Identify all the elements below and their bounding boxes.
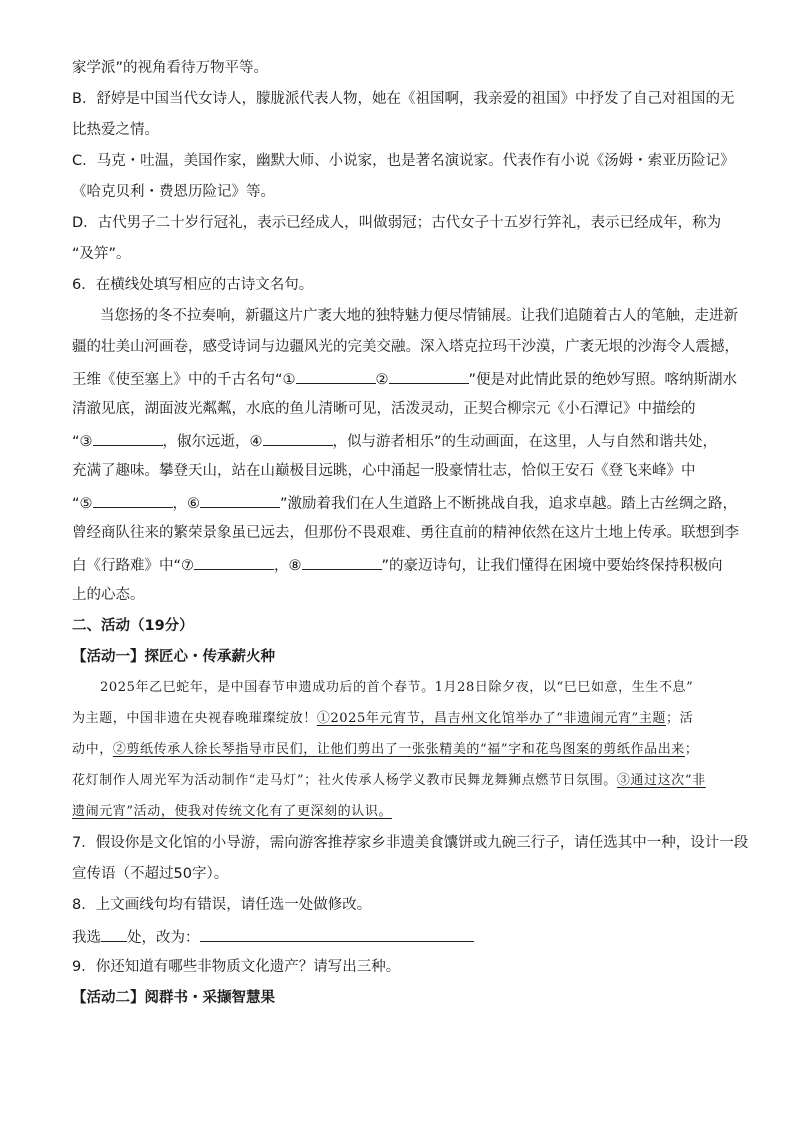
question-7-cont: 宣传语（不超过50字）。 xyxy=(72,866,229,882)
passage-line-blanks-7-8 xyxy=(72,554,723,576)
passage-line: 曾经商队往来的繁荣景象虽已远去，但那份不畏艰难、勇往直前的精神依然在这片土地上传承。联想到李 xyxy=(72,525,739,541)
text-segment: ”的豪迈诗句，让我们懂得在困境中要始终保持积极向 xyxy=(381,558,723,574)
blank-5[interactable] xyxy=(93,492,173,508)
underlined-sentence-2: ②剪纸传承人徐长琴指导市民们，让他们剪出了一张张精美的“福”字和花鸟图案的剪纸作品出来 xyxy=(112,742,685,757)
option-c: C．马克・吐温，美国作家，幽默大师、小说家，也是著名演说家。代表作有小说《汤姆・索亚历险记》 xyxy=(72,153,735,169)
blank-3[interactable] xyxy=(93,430,163,446)
material-line-underlined-2 xyxy=(72,740,699,760)
text-segment: ”激励着我们在人生道路上不断挑战自我，追求卓越。踏上古丝绸之路， xyxy=(280,496,738,512)
option-d: D．古代男子二十岁行冠礼，表示已经成人，叫做弱冠；古代女子十五岁行笄礼，表示已经成年，称为 xyxy=(72,215,722,231)
underlined-sentence-3-cont: 遗闹元宵”活动，使我对传统文化有了更深刻的认识。 xyxy=(72,804,393,819)
option-b-cont: 比热爱之情。 xyxy=(72,122,159,138)
text-segment: ，⑧ xyxy=(274,558,302,574)
underlined-sentence-1: ①2025年元宵节，昌吉州文化馆举办了“非遗闹元宵”主题 xyxy=(316,711,666,726)
underlined-sentence-3: ③通过这次“非 xyxy=(616,773,706,788)
material-line: 2025年乙巳蛇年，是中国春节申遗成功后的首个春节。1月28日除夕夜，以“巳巳如意，生生不息” xyxy=(100,680,694,695)
text-segment: ；活 xyxy=(666,711,694,726)
text-segment: “⑤ xyxy=(72,496,93,512)
activity-one-heading: 【活动一】探匠心・传承薪火种 xyxy=(72,649,275,665)
text-segment: 白《行路难》中“⑦ xyxy=(72,558,195,574)
blank-6[interactable] xyxy=(200,492,280,508)
option-c-cont: 《哈克贝利・费恩历险记》等。 xyxy=(72,184,275,200)
text-segment: 花灯制作人周光军为活动制作“走马灯”；社火传承人杨学义教市民舞龙舞狮点燃节日氛围。 xyxy=(72,773,617,788)
blank-2[interactable] xyxy=(389,368,469,384)
blank-1[interactable] xyxy=(296,368,376,384)
text-segment: ，似与游者相乐”的生动画面，在这里，人与自然和谐共处， xyxy=(332,434,718,450)
option-d-cont: “及笄”。 xyxy=(72,246,131,262)
material-line-underlined-3 xyxy=(72,771,706,791)
blank-choice[interactable] xyxy=(101,926,127,942)
text-segment: ”便是对此情此景的绝妙写照。喀纳斯湖水 xyxy=(468,372,738,388)
text-segment: 王维《使至塞上》中的千古名句“① xyxy=(72,372,296,388)
material-line-underlined-1 xyxy=(72,709,693,729)
question-6: 6．在横线处填写相应的古诗文名句。 xyxy=(72,277,314,293)
passage-line-blanks-5-6 xyxy=(72,492,737,514)
activity-two-heading: 【活动二】阅群书・采撷智慧果 xyxy=(72,990,275,1006)
blank-correction[interactable] xyxy=(200,926,474,942)
blank-4[interactable] xyxy=(263,430,333,446)
blank-8[interactable] xyxy=(302,554,382,570)
passage-line-blanks-1-2 xyxy=(72,368,737,390)
passage-line: 充满了趣味。攀登天山，站在山巅极目远眺，心中涌起一股豪情壮志，恰似王安石《登飞来峰》中 xyxy=(72,463,696,479)
text-segment: 处，改为： xyxy=(127,930,200,946)
answer-line-8 xyxy=(72,926,474,948)
text-segment: 我选 xyxy=(72,930,101,946)
question-7: 7．假设你是文化馆的小导游，需向游客推荐家乡非遗美食馕饼或九碗三行子，请任选其中一种，设计一段 xyxy=(72,835,749,851)
text-segment: ，俶尔远逝，④ xyxy=(162,434,263,450)
passage-line: 清澈见底，湖面波光粼粼，水底的鱼儿清晰可见，活泼灵动，正契合柳宗元《小石潭记》中描绘的 xyxy=(72,401,696,417)
text-segment: ② xyxy=(375,372,389,388)
text-segment: ，⑥ xyxy=(172,496,201,512)
text-segment: “③ xyxy=(72,434,93,450)
text-segment: 动中， xyxy=(72,742,113,757)
passage-line-blanks-3-4 xyxy=(72,430,717,452)
blank-7[interactable] xyxy=(194,554,274,570)
passage-line: 上的心态。 xyxy=(72,587,145,603)
option-b: B．舒婷是中国当代女诗人，朦胧派代表人物，她在《祖国啊，我亲爱的祖国》中抒发了自己对祖国的无 xyxy=(72,91,735,107)
text-line: 家学派”的视角看待万物平等。 xyxy=(72,60,269,76)
passage-line: 疆的壮美山河画卷，感受诗词与边疆风光的完美交融。深入塔克拉玛干沙漠，广袤无垠的沙海令人震撼， xyxy=(72,339,739,355)
section-heading: 二、活动（19分） xyxy=(72,618,194,634)
question-9: 9．你还知道有哪些非物质文化遗产？请写出三种。 xyxy=(72,959,401,975)
text-segment: 为主题，中国非遗在央视春晚璀璨绽放！ xyxy=(72,711,317,726)
question-8: 8．上文画线句均有错误，请任选一处做修改。 xyxy=(72,897,372,913)
passage-line: 当您扬的冬不拉奏响，新疆这片广袤大地的独特魅力便尽情铺展。让我们追随着古人的笔触，走进新 xyxy=(100,308,738,324)
text-segment: ； xyxy=(684,742,699,757)
